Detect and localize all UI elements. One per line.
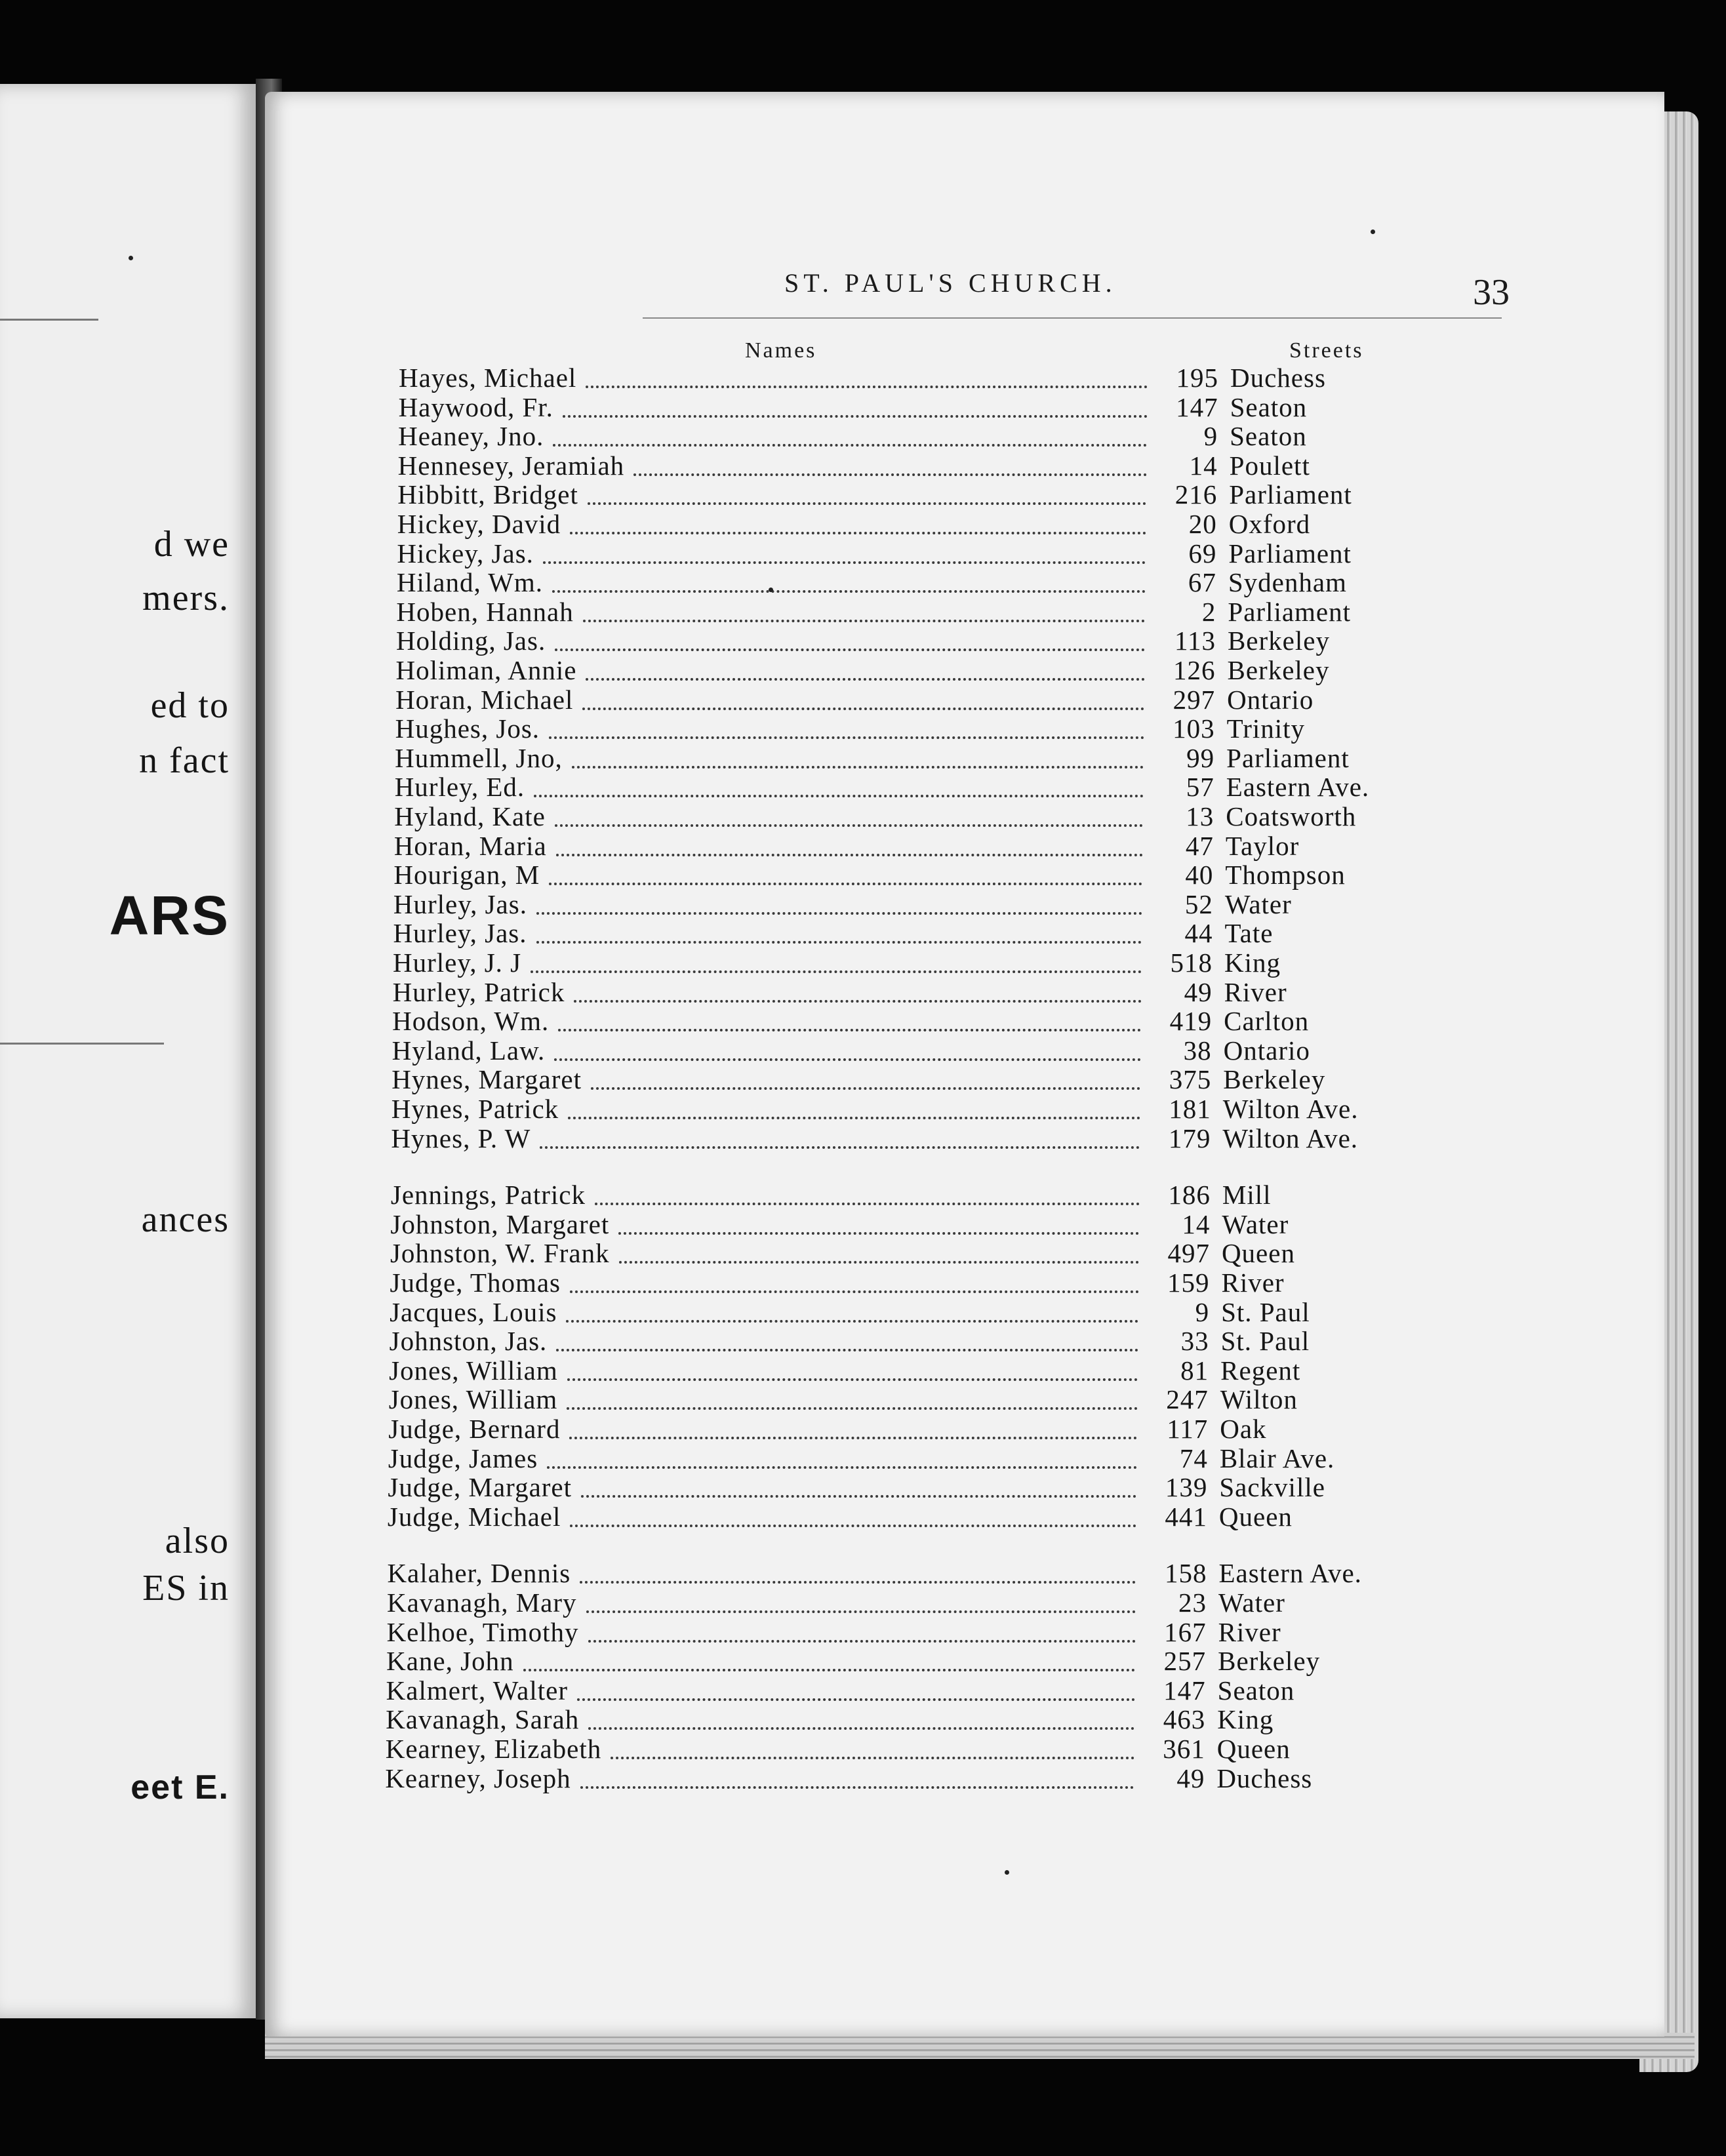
entry-name: Kearney, Joseph [385,1763,571,1793]
entry-street: Eastern Ave. [1226,772,1370,803]
dot-leader [588,1698,1134,1730]
entry-street: King [1224,948,1281,978]
entry-name: Jones, William [388,1384,558,1415]
entry-name: Horan, Maria [393,830,547,861]
dot-leader [563,386,1148,418]
entry-name: Hourigan, M [393,860,540,890]
dot-leader [540,1117,1140,1149]
entry-house-number: 216 [1174,479,1218,510]
entry-name: Johnston, Jas. [389,1326,548,1357]
entry-street: Carlton [1224,1006,1310,1037]
entry-street: Water [1222,1208,1289,1239]
dot-leader [549,854,1142,885]
entry-name: Hynes, P. W [391,1123,531,1153]
entry-street: Parliament [1228,538,1352,569]
entry-house-number: 81 [1180,1355,1209,1386]
entry-street: Wilton Ave. [1222,1123,1359,1153]
entry-street: Mill [1222,1180,1272,1210]
dot-leader [556,1320,1138,1351]
entry-house-number: 375 [1169,1064,1212,1095]
entry-name: Judge, Michael [387,1501,561,1532]
column-header-names: Names [745,338,817,363]
entry-street: Berkeley [1218,1646,1321,1677]
entry-name: Jennings, Patrick [390,1180,586,1210]
entry-name: Hickey, Jas. [397,538,534,569]
entry-house-number: 23 [1178,1587,1207,1618]
entry-street: Eastern Ave. [1218,1558,1362,1589]
entry-street: Trinity [1226,713,1306,744]
dot-leader [558,1000,1141,1031]
entry-house-number: 139 [1165,1472,1208,1503]
left-page-fragment: n fact [139,740,230,781]
entry-name: Hibbitt, Bridget [397,479,578,510]
entry-house-number: 33 [1180,1326,1209,1357]
ink-speck [769,588,773,592]
dot-leader [547,1437,1137,1469]
entry-house-number: 57 [1186,772,1214,803]
entry-street: River [1221,1268,1285,1298]
dot-leader [633,445,1147,476]
entry-house-number: 147 [1163,1675,1206,1706]
dot-leader [618,1203,1139,1235]
dot-leader [566,1291,1138,1323]
entry-street: Seaton [1230,421,1307,452]
entry-house-number: 419 [1169,1006,1213,1037]
dot-leader [531,942,1142,973]
entry-house-number: 67 [1188,567,1216,598]
entry-name: Jones, William [389,1355,558,1386]
dot-leader [568,1088,1140,1119]
dot-leader [611,1728,1134,1759]
entry-street: Seaton [1217,1675,1295,1706]
entry-street: Sackville [1219,1472,1325,1503]
directory-entry [391,1124,1414,1153]
entry-street: Sydenham [1228,567,1347,598]
entry-house-number: 13 [1186,801,1214,831]
column-header-streets: Streets [1289,338,1364,363]
entry-name: Hayes, Michael [399,363,577,393]
entry-street: Duchess [1230,363,1326,393]
dot-leader [619,1232,1139,1264]
entry-name: Holding, Jas. [395,626,546,656]
dot-leader [543,532,1146,564]
dot-leader [536,883,1142,915]
entry-name: Kane, John [386,1646,514,1677]
entry-house-number: 40 [1185,860,1214,890]
dot-leader [555,620,1145,651]
ink-speck [1005,1870,1009,1875]
dot-leader [534,766,1144,797]
entry-house-number: 247 [1166,1384,1209,1415]
entry-street: Thompson [1225,860,1346,890]
entry-name: Kalaher, Dennis [387,1558,571,1589]
entry-name: Hynes, Margaret [391,1064,582,1095]
entry-street: Berkeley [1223,1064,1326,1095]
entry-name: Holiman, Annie [395,655,577,685]
dot-leader [586,649,1144,681]
dot-leader [552,561,1146,593]
dot-leader [570,1496,1136,1527]
entry-house-number: 49 [1184,976,1213,1007]
entry-street: Ontario [1223,1035,1310,1066]
entry-house-number: 126 [1173,655,1216,685]
entry-name: Hurley, Jas. [393,918,527,949]
entry-house-number: 158 [1164,1558,1207,1589]
left-page-fragment: eet E. [130,1768,230,1807]
entry-street: Taylor [1225,830,1300,861]
entry-house-number: 38 [1183,1035,1212,1066]
entry-street: Queen [1221,1238,1295,1269]
entry-street: King [1217,1704,1274,1735]
dot-leader [586,357,1148,388]
entry-house-number: 186 [1168,1180,1211,1210]
dot-leader [555,795,1143,827]
entry-name: Hurley, J. J [393,948,522,978]
page-number: 33 [1473,272,1510,313]
page-edges-bottom [265,2033,1695,2059]
entry-house-number: 14 [1189,450,1218,481]
left-page-rule [0,319,98,321]
entry-house-number: 52 [1184,888,1213,919]
entry-house-number: 463 [1163,1704,1206,1735]
left-page-fragment: also [165,1521,230,1561]
entry-house-number: 99 [1186,742,1215,773]
entry-name: Haywood, Fr. [398,391,553,422]
entry-name: Johnston, Margaret [390,1208,610,1239]
entry-street: Queen [1218,1501,1293,1532]
entry-street: Blair Ave. [1219,1443,1335,1473]
dot-leader [567,1349,1138,1381]
entry-house-number: 20 [1188,509,1217,539]
dot-leader [556,825,1143,856]
dot-leader [572,737,1144,769]
left-page-fragment: ES in [142,1568,230,1608]
entry-name: Hynes, Patrick [391,1094,559,1124]
header-rule [643,317,1502,319]
dot-leader [567,1378,1137,1410]
dot-leader [595,1174,1140,1205]
dot-leader [569,1408,1137,1439]
running-header: ST. PAUL'S CHURCH. [784,268,1117,298]
entry-street: Wilton Ave. [1222,1094,1359,1124]
entry-house-number: 441 [1165,1501,1207,1532]
entry-street: Berkeley [1227,655,1330,685]
entry-street: Berkeley [1227,626,1330,656]
entry-name: Judge, Bernard [388,1414,561,1444]
entry-house-number: 195 [1176,363,1218,393]
dot-leader [523,1640,1136,1671]
entry-street: Wilton [1220,1384,1298,1415]
entry-name: Kelhoe, Timothy [386,1616,579,1647]
entry-name: Kavanagh, Mary [387,1587,577,1618]
entry-name: Kearney, Elizabeth [385,1734,602,1764]
dot-leader [570,1262,1138,1293]
entry-name: Hurley, Patrick [392,976,565,1007]
entry-street: Parliament [1228,596,1352,627]
entry-name: Hummell, Jno, [395,742,563,773]
dot-leader [554,1029,1140,1061]
entry-name: Hurley, Ed. [394,772,525,803]
ink-speck [1371,230,1375,234]
left-page-fragment: ARS [109,885,230,946]
entry-house-number: 74 [1179,1443,1208,1473]
entry-house-number: 361 [1163,1734,1205,1764]
entry-street: Poulett [1229,450,1310,481]
dot-leader [570,503,1146,534]
entry-street: Seaton [1230,391,1308,422]
left-page-fragment: mers. [142,578,230,618]
entry-house-number: 103 [1173,713,1215,744]
dot-leader [549,708,1144,739]
entry-name: Kavanagh, Sarah [386,1704,580,1735]
entry-street: Queen [1216,1734,1291,1764]
entry-name: Heaney, Jno. [398,421,544,452]
entry-name: Hyland, Law. [391,1035,546,1066]
dot-leader [580,1552,1136,1584]
dot-leader [574,971,1141,1003]
entry-street: St. Paul [1221,1296,1310,1327]
entry-name: Hennesey, Jeramiah [397,450,625,481]
entry-street: Tate [1224,918,1274,949]
entry-house-number: 9 [1203,421,1218,452]
dot-leader [581,1466,1136,1498]
entry-house-number: 179 [1168,1123,1211,1153]
dot-leader [588,473,1146,505]
dot-leader [580,1757,1134,1789]
entry-street: Water [1224,888,1292,919]
left-page-rule [0,1043,164,1045]
entry-house-number: 497 [1167,1238,1210,1269]
entry-house-number: 47 [1185,830,1214,861]
dot-leader [591,1058,1140,1090]
entry-house-number: 159 [1167,1268,1210,1298]
entry-street: Water [1218,1587,1285,1618]
left-page [0,84,265,2018]
left-page-fragment: d we [153,524,230,565]
dot-leader [586,1582,1136,1613]
entry-street: Coatsworth [1226,801,1357,831]
entry-name: Horan, Michael [395,684,574,715]
dot-leader [583,591,1146,622]
entry-name: Hurley, Jas. [393,888,527,919]
entry-house-number: 167 [1164,1616,1207,1647]
entry-house-number: 14 [1182,1208,1211,1239]
dot-leader [536,912,1142,944]
left-page-fragment: ances [141,1199,230,1240]
entry-name: Jacques, Louis [390,1296,557,1327]
entry-name: Hoben, Hannah [396,596,574,627]
entry-name: Johnston, W. Frank [390,1238,610,1269]
directory-entry [385,1764,1408,1793]
ink-speck [129,256,133,260]
dot-leader [553,415,1147,447]
dot-leader [577,1669,1135,1701]
entry-house-number: 2 [1201,596,1216,627]
entry-street: Oak [1220,1414,1267,1444]
entry-street: Parliament [1226,742,1350,773]
entry-street: Parliament [1229,479,1352,510]
entry-name: Kalmert, Walter [386,1675,568,1706]
entry-street: River [1224,976,1287,1007]
entry-name: Judge, Thomas [390,1268,561,1298]
entry-house-number: 69 [1188,538,1217,569]
entry-street: Oxford [1228,509,1311,539]
dot-leader [582,679,1144,710]
entry-name: Hyland, Kate [394,801,546,831]
entry-house-number: 44 [1184,918,1213,949]
entry-house-number: 147 [1176,391,1218,422]
entry-street: Duchess [1216,1763,1313,1793]
entry-house-number: 297 [1173,684,1216,715]
entry-house-number: 181 [1169,1094,1211,1124]
entry-name: Hodson, Wm. [392,1006,550,1037]
dot-leader [588,1611,1136,1643]
entry-house-number: 9 [1195,1296,1210,1327]
entry-house-number: 257 [1163,1646,1207,1677]
entry-street: Ontario [1227,684,1314,715]
entry-house-number: 117 [1167,1414,1209,1444]
entry-house-number: 49 [1176,1763,1205,1793]
entry-street: St. Paul [1220,1326,1310,1357]
entry-street: River [1218,1616,1281,1647]
entry-name: Hickey, David [397,509,561,539]
entry-name: Hughes, Jos. [395,713,540,744]
entry-house-number: 113 [1174,626,1216,656]
entry-name: Judge, Margaret [388,1472,572,1503]
entry-name: Judge, James [388,1443,538,1473]
entry-street: Regent [1220,1355,1301,1386]
entry-house-number: 518 [1170,948,1213,978]
directory-entry [388,1502,1411,1531]
left-page-fragment: ed to [150,685,230,726]
entry-name: Hiland, Wm. [396,567,544,598]
